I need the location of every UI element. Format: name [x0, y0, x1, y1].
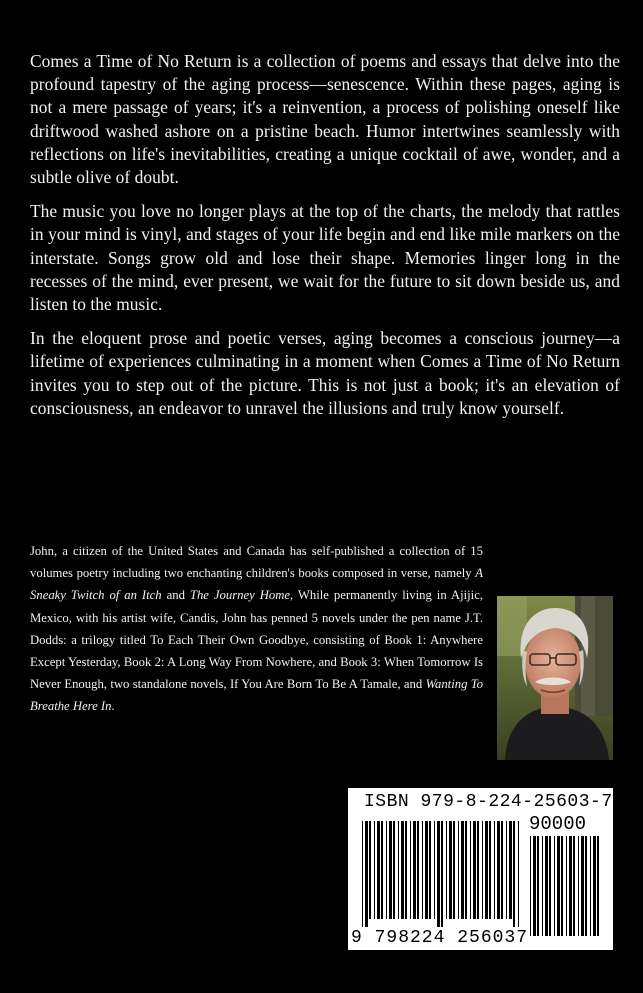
- blurb-paragraph-1: Comes a Time of No Return is a collection of poems and essays that delve into the profound tapestry of the aging process—senescence. Within these pages, aging is not a mere passage of years; it's a reinvention, a process of polishing oneself like driftwood washed ashore on a pristine beach. Humor intertwines seamlessly with reflections on life's inevitabilities, creating a unique cocktail of awe, wonder, and a subtle olive of doubt.: [30, 51, 620, 188]
- author-bio: [30, 540, 483, 718]
- addon-barcode-bars: [530, 836, 602, 944]
- bio-text-and: and: [161, 588, 190, 603]
- bio-book-title-3: Wanting To Breathe Here In: [30, 677, 484, 714]
- blurb-paragraph-2: The music you love no longer plays at the top of the charts, the melody that rattles in your mind is vinyl, and stages of your life begin and end like mile markers on the interstate. Songs grow old and lose their shape. Memories linger long in the recesses of the mind, ever present, we wait for the future to sit down beside us, and listen to the music.: [30, 201, 620, 315]
- author-portrait-image: [497, 596, 613, 760]
- bio-book-title-1: A Sneaky Twitch of an Itch: [30, 566, 483, 603]
- ean-barcode-bars: [362, 821, 522, 927]
- bio-text-1: John, a citizen of the United States and Canada has self-published a collection of 15 volumes poetry including two enchanting children's books composed in verse, namely: [30, 544, 483, 581]
- isbn-label: ISBN 979-8-224-25603-7: [364, 792, 613, 812]
- price-code: 90000: [529, 813, 587, 835]
- ean-digits: 9 798224 256037: [351, 928, 529, 948]
- back-cover-blurb: [30, 50, 620, 431]
- author-photo: [497, 596, 613, 760]
- isbn-barcode: [348, 788, 613, 950]
- bio-text-end: .: [111, 699, 115, 714]
- bio-text-2: While permanently living in Ajijic, Mexico, with his artist wife, Candis, John has penned 5 novels under the pen name J.T. Dodds: a trilogy titled To Each Their Own Goodbye, consisting of Book 1: Anywhere Except Yesterday, Book 2: A Long Way From Nowhere, and Book 3: When Tomorrow Is Never Enough, two standalone novels, If You Are Born To Be A Tamale, and: [30, 588, 484, 692]
- bio-book-title-2: The Journey Home,: [189, 588, 294, 603]
- blurb-paragraph-3: In the eloquent prose and poetic verses, aging becomes a conscious journey—a lifetime of experiences culminating in a moment when Comes a Time of No Return invites you to step out of the picture. This is not just a book; it's an elevation of consciousness, an endeavor to unravel the illusions and truly know yourself.: [30, 328, 620, 418]
